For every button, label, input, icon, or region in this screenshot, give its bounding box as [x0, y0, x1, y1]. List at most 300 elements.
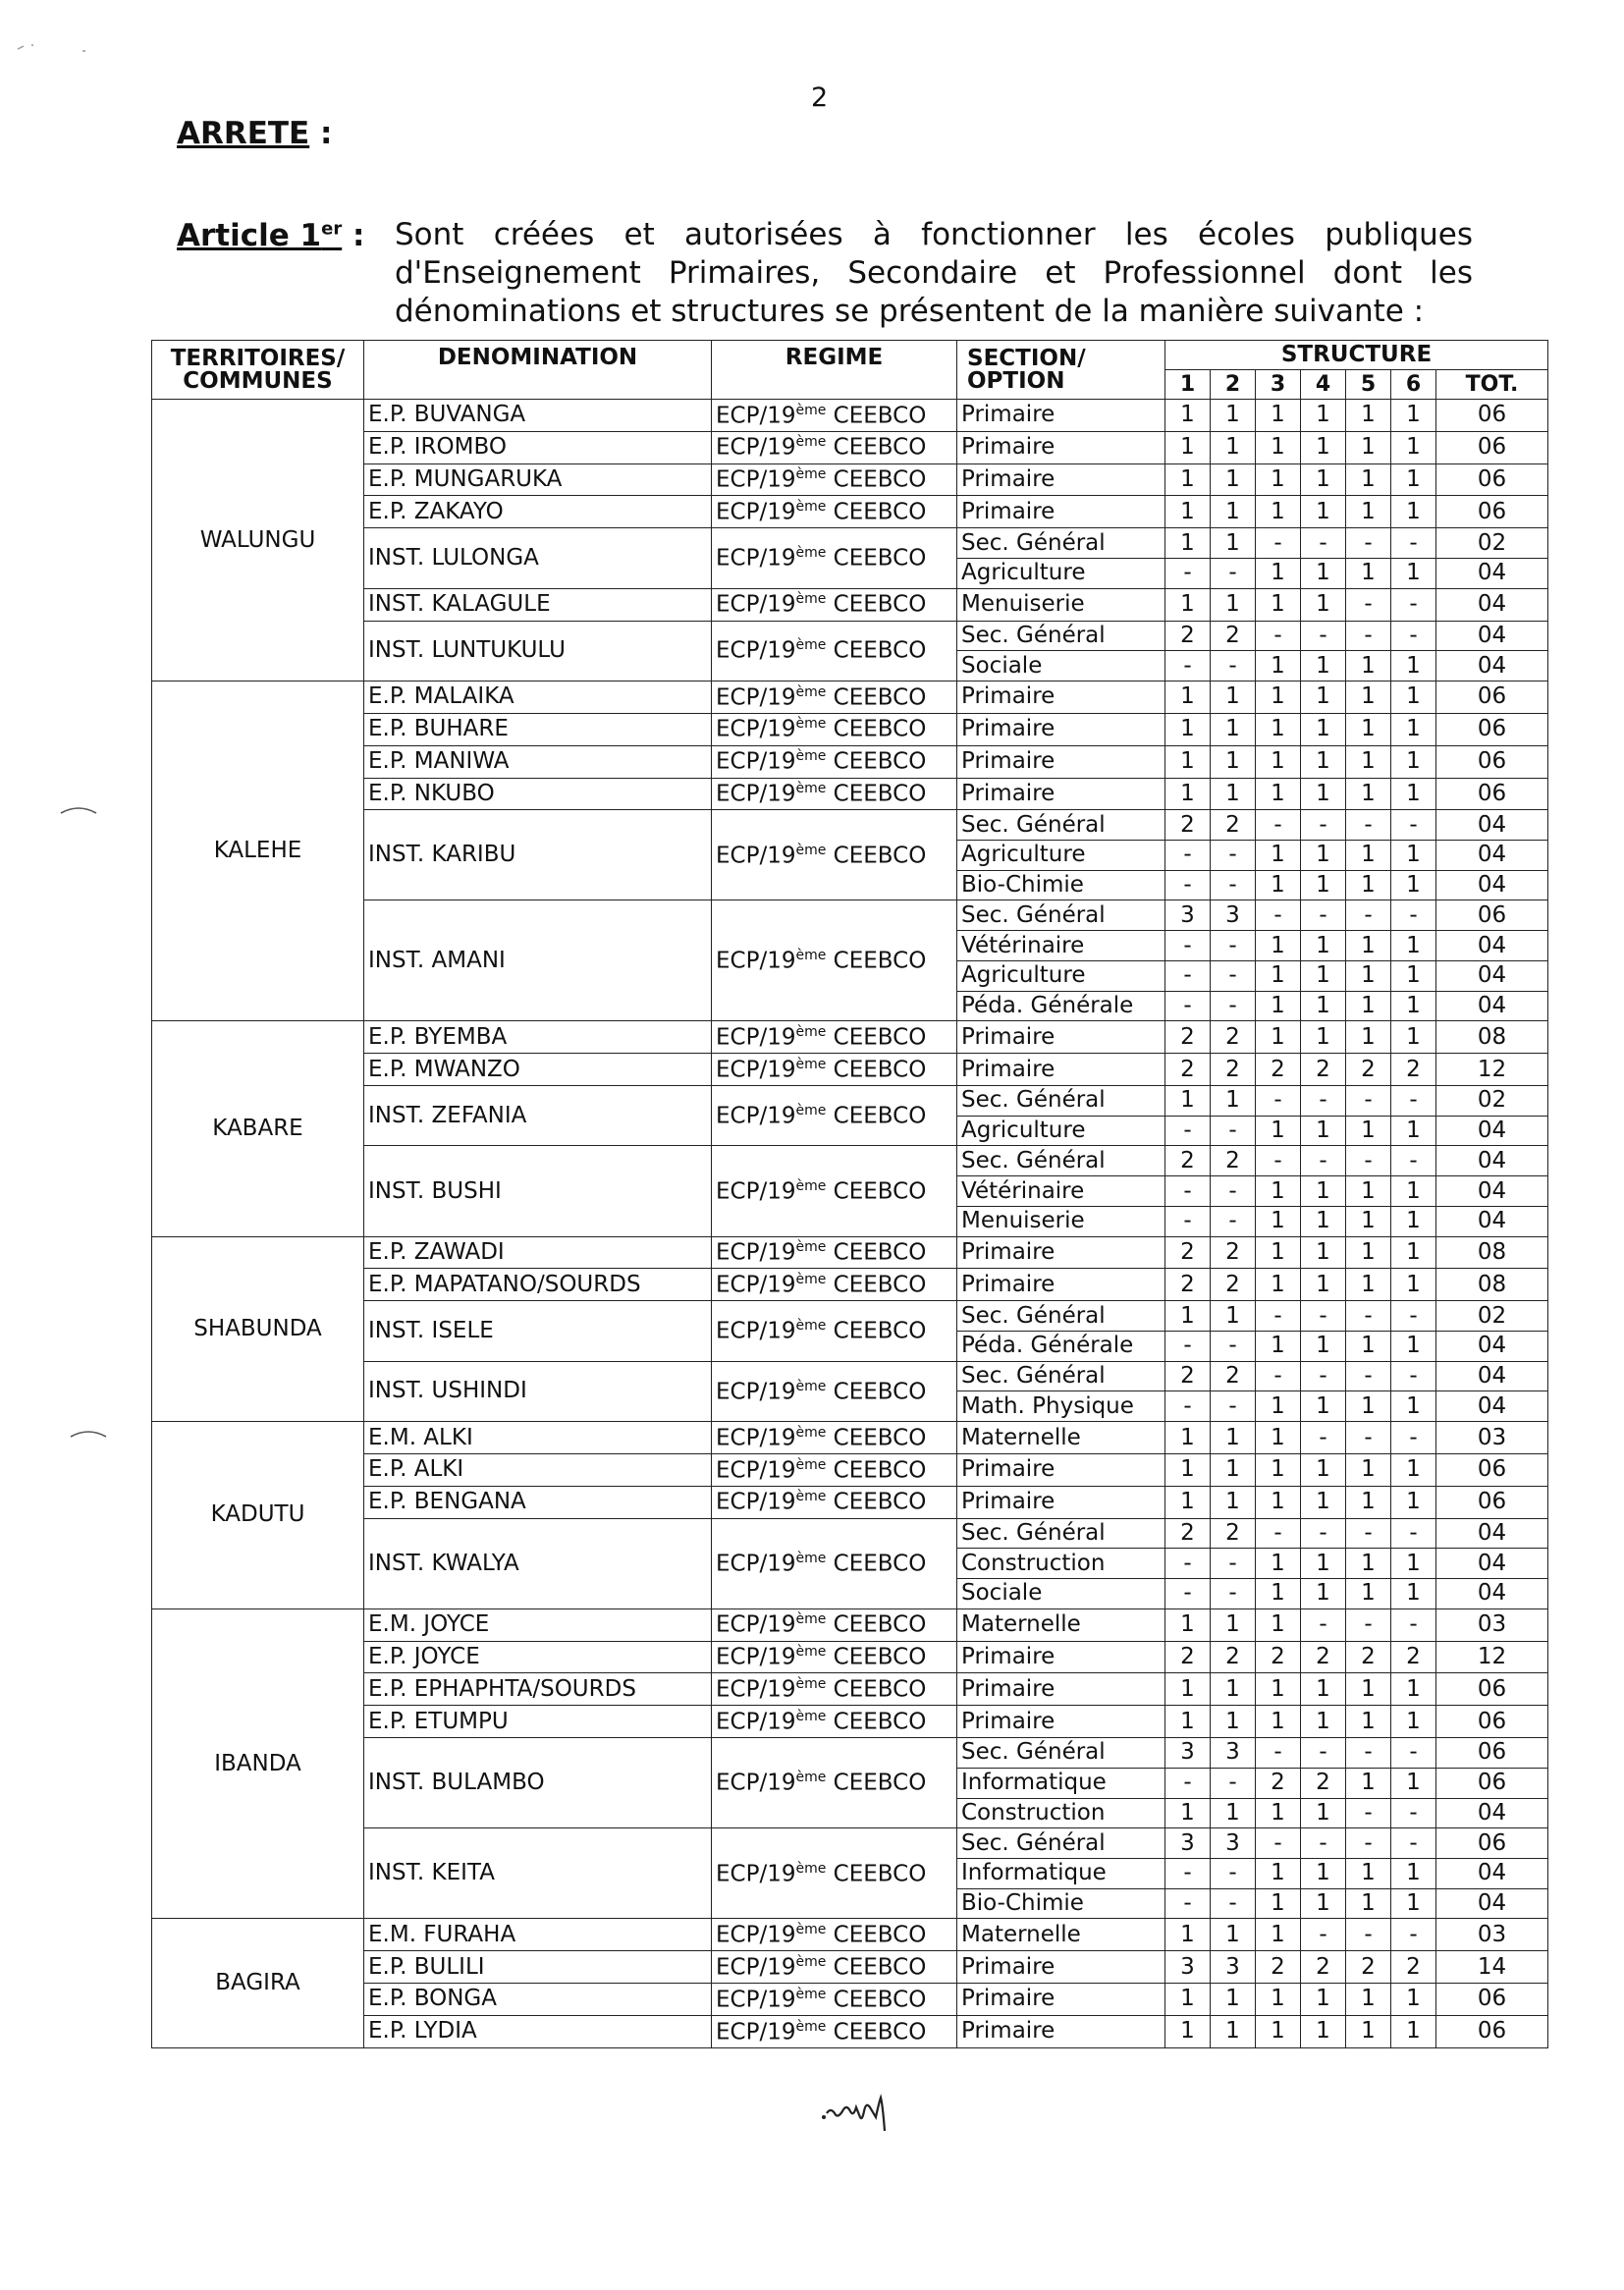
level-3-cell: 1 — [1256, 841, 1301, 871]
heading-arrete — [177, 116, 332, 151]
level-1-cell: - — [1165, 1768, 1211, 1798]
regime-cell — [712, 1021, 957, 1054]
level-6-cell: 1 — [1391, 1579, 1436, 1609]
level-3-cell: 2 — [1256, 1054, 1301, 1086]
level-3-cell: 1 — [1256, 1798, 1301, 1828]
school-name-cell: E.P. NKUBO — [364, 778, 712, 810]
level-1-cell: 1 — [1165, 1984, 1211, 2016]
level-5-cell: 1 — [1346, 1116, 1391, 1146]
total-cell: 04 — [1436, 1206, 1548, 1236]
school-name-cell: E.M. FURAHA — [364, 1919, 712, 1951]
level-5-cell: 1 — [1346, 778, 1391, 810]
regime-cell — [712, 1706, 957, 1738]
school-name-cell: INST. LUNTUKULU — [364, 621, 712, 681]
level-1-cell: - — [1165, 991, 1211, 1021]
level-5-cell: 1 — [1346, 1453, 1391, 1486]
header-territoires — [152, 341, 364, 400]
level-4-cell: - — [1301, 1361, 1346, 1391]
school-name-cell: E.P. BULILI — [364, 1951, 712, 1984]
option-cell: Maternelle — [957, 1608, 1165, 1641]
level-5-cell: - — [1346, 1518, 1391, 1549]
level-2-cell: - — [1211, 651, 1256, 682]
option-cell: Primaire — [957, 682, 1165, 714]
level-1-cell: 2 — [1165, 1641, 1211, 1673]
level-4-cell: - — [1301, 1422, 1346, 1454]
level-3-cell: 1 — [1256, 1206, 1301, 1236]
level-2-cell: - — [1211, 1858, 1256, 1888]
regime-suffix: CEEBCO — [826, 1024, 927, 1051]
total-cell: 04 — [1436, 1331, 1548, 1361]
level-5-cell: - — [1346, 1301, 1391, 1332]
table-body — [152, 400, 1548, 2048]
option-cell: Primaire — [957, 713, 1165, 745]
regime-main: ECP/19 — [716, 1676, 796, 1703]
regime-sup: ème — [795, 1023, 827, 1040]
level-2-cell: 2 — [1211, 1518, 1256, 1549]
level-6-cell: - — [1391, 621, 1436, 651]
header-level-3: 3 — [1256, 370, 1301, 400]
level-5-cell: 1 — [1346, 651, 1391, 682]
level-3-cell: 1 — [1256, 463, 1301, 496]
option-cell: Bio-Chimie — [957, 870, 1165, 900]
option-cell: Primaire — [957, 1236, 1165, 1269]
level-1-cell: 1 — [1165, 1673, 1211, 1706]
school-name-cell: INST. BULAMBO — [364, 1738, 712, 1828]
header-denomination: DENOMINATION — [364, 341, 712, 400]
header-level-2: 2 — [1211, 370, 1256, 400]
option-cell: Primaire — [957, 2015, 1165, 2047]
level-1-cell: 3 — [1165, 1738, 1211, 1769]
school-name-cell: INST. KALAGULE — [364, 588, 712, 621]
level-2-cell: 2 — [1211, 1641, 1256, 1673]
level-1-cell: 2 — [1165, 1236, 1211, 1269]
level-5-cell: 1 — [1346, 1858, 1391, 1888]
option-cell: Informatique — [957, 1768, 1165, 1798]
level-1-cell: - — [1165, 870, 1211, 900]
regime-cell — [712, 1269, 957, 1301]
level-6-cell: 1 — [1391, 1858, 1436, 1888]
regime-main: ECP/19 — [716, 1318, 796, 1344]
total-cell: 04 — [1436, 559, 1548, 589]
level-1-cell: 1 — [1165, 1453, 1211, 1486]
regime-main: ECP/19 — [716, 403, 796, 429]
level-5-cell: 2 — [1346, 1951, 1391, 1984]
level-1-cell: 3 — [1165, 1828, 1211, 1859]
level-3-cell: 1 — [1256, 1021, 1301, 1054]
total-cell: 04 — [1436, 931, 1548, 961]
level-4-cell: 1 — [1301, 1888, 1346, 1919]
level-4-cell: 1 — [1301, 991, 1346, 1021]
total-cell: 06 — [1436, 900, 1548, 931]
school-name-cell: E.P. BONGA — [364, 1984, 712, 2016]
level-3-cell: 1 — [1256, 1116, 1301, 1146]
level-5-cell: 1 — [1346, 1984, 1391, 2016]
level-5-cell: 1 — [1346, 841, 1391, 871]
regime-main: ECP/19 — [716, 843, 796, 869]
regime-suffix: CEEBCO — [826, 1676, 927, 1703]
level-4-cell: 1 — [1301, 1798, 1346, 1828]
level-3-cell: - — [1256, 1738, 1301, 1769]
level-2-cell: - — [1211, 991, 1256, 1021]
regime-sup: ème — [795, 591, 827, 608]
level-3-cell: - — [1256, 1146, 1301, 1176]
level-3-cell: 1 — [1256, 1331, 1301, 1361]
level-4-cell: 1 — [1301, 1984, 1346, 2016]
option-cell: Sec. Général — [957, 1738, 1165, 1769]
header-section-line1: SECTION/ — [967, 345, 1086, 371]
level-6-cell: - — [1391, 1798, 1436, 1828]
level-4-cell: 1 — [1301, 1858, 1346, 1888]
level-1-cell: 2 — [1165, 1269, 1211, 1301]
level-1-cell: 1 — [1165, 1608, 1211, 1641]
total-cell: 04 — [1436, 810, 1548, 841]
level-6-cell: - — [1391, 1146, 1436, 1176]
regime-sup: ème — [795, 1986, 827, 2002]
regime-main: ECP/19 — [716, 591, 796, 618]
regime-cell — [712, 810, 957, 900]
level-1-cell: - — [1165, 1391, 1211, 1422]
level-5-cell: 2 — [1346, 1054, 1391, 1086]
total-cell: 06 — [1436, 431, 1548, 463]
regime-suffix: CEEBCO — [826, 591, 927, 618]
regime-cell — [712, 528, 957, 588]
regime-suffix: CEEBCO — [826, 1771, 927, 1796]
level-6-cell: 1 — [1391, 1236, 1436, 1269]
regime-suffix: CEEBCO — [826, 1644, 927, 1670]
level-5-cell: - — [1346, 810, 1391, 841]
total-cell: 06 — [1436, 2015, 1548, 2047]
level-6-cell: 1 — [1391, 1673, 1436, 1706]
regime-main: ECP/19 — [716, 1771, 796, 1796]
regime-sup: ème — [795, 499, 827, 516]
heading-text: ARRETE — [177, 116, 310, 151]
level-6-cell: 1 — [1391, 1549, 1436, 1579]
option-cell: Primaire — [957, 496, 1165, 528]
total-cell: 06 — [1436, 713, 1548, 745]
level-2-cell: - — [1211, 1549, 1256, 1579]
regime-main: ECP/19 — [716, 1987, 796, 2013]
school-name-cell: E.P. ALKI — [364, 1453, 712, 1486]
header-territoires-line1: TERRITOIRES/ — [170, 345, 346, 371]
level-5-cell: 1 — [1346, 1021, 1391, 1054]
level-3-cell: 1 — [1256, 496, 1301, 528]
level-6-cell: - — [1391, 900, 1436, 931]
level-2-cell: 3 — [1211, 1738, 1256, 1769]
level-5-cell: 1 — [1346, 1391, 1391, 1422]
regime-sup: ème — [795, 1378, 827, 1394]
option-cell: Sec. Général — [957, 1518, 1165, 1549]
table-row — [152, 400, 1548, 432]
regime-cell — [712, 588, 957, 621]
level-5-cell: 1 — [1346, 870, 1391, 900]
level-6-cell: 2 — [1391, 1054, 1436, 1086]
option-cell: Primaire — [957, 463, 1165, 496]
regime-sup: ème — [795, 1921, 827, 1937]
regime-cell — [712, 1608, 957, 1641]
level-1-cell: 2 — [1165, 621, 1211, 651]
regime-suffix: CEEBCO — [826, 545, 927, 572]
level-6-cell: - — [1391, 1301, 1436, 1332]
level-2-cell: - — [1211, 931, 1256, 961]
regime-cell — [712, 1146, 957, 1236]
regime-cell — [712, 1086, 957, 1146]
regime-suffix: CEEBCO — [826, 1425, 927, 1451]
level-5-cell: 1 — [1346, 463, 1391, 496]
level-6-cell: - — [1391, 810, 1436, 841]
level-6-cell: 1 — [1391, 1888, 1436, 1919]
header-section-line2: OPTION — [967, 367, 1065, 394]
level-3-cell: 2 — [1256, 1768, 1301, 1798]
level-2-cell: - — [1211, 841, 1256, 871]
page-number: 2 — [811, 82, 829, 113]
regime-sup: ème — [795, 402, 827, 418]
option-cell: Menuiserie — [957, 588, 1165, 621]
level-1-cell: 1 — [1165, 1706, 1211, 1738]
regime-cell — [712, 1518, 957, 1608]
total-cell: 04 — [1436, 991, 1548, 1021]
total-cell: 04 — [1436, 651, 1548, 682]
regime-suffix: CEEBCO — [826, 781, 927, 807]
level-6-cell: - — [1391, 588, 1436, 621]
article-label-main: Article 1 — [177, 218, 322, 253]
level-1-cell: 3 — [1165, 1951, 1211, 1984]
regime-suffix: CEEBCO — [826, 1457, 927, 1484]
level-5-cell: 1 — [1346, 991, 1391, 1021]
level-4-cell: 1 — [1301, 682, 1346, 714]
level-6-cell: 1 — [1391, 1706, 1436, 1738]
regime-main: ECP/19 — [716, 684, 796, 711]
level-6-cell: - — [1391, 528, 1436, 559]
regime-main: ECP/19 — [716, 1057, 796, 1083]
option-cell: Péda. Générale — [957, 991, 1165, 1021]
option-cell: Sec. Général — [957, 1086, 1165, 1117]
regime-main: ECP/19 — [716, 1103, 796, 1129]
regime-main: ECP/19 — [716, 1178, 796, 1205]
option-cell: Construction — [957, 1549, 1165, 1579]
level-6-cell: - — [1391, 1518, 1436, 1549]
level-2-cell: 1 — [1211, 2015, 1256, 2047]
level-4-cell: - — [1301, 1608, 1346, 1641]
option-cell: Primaire — [957, 745, 1165, 778]
level-4-cell: - — [1301, 810, 1346, 841]
level-2-cell: - — [1211, 1768, 1256, 1798]
regime-suffix: CEEBCO — [826, 435, 927, 462]
level-5-cell: - — [1346, 1798, 1391, 1828]
level-1-cell: 1 — [1165, 463, 1211, 496]
level-2-cell: 1 — [1211, 400, 1256, 432]
regime-main: ECP/19 — [716, 1024, 796, 1051]
level-1-cell: 1 — [1165, 528, 1211, 559]
regime-suffix: CEEBCO — [826, 1057, 927, 1083]
regime-suffix: CEEBCO — [826, 948, 927, 974]
total-cell: 03 — [1436, 1422, 1548, 1454]
level-6-cell: 1 — [1391, 1116, 1436, 1146]
level-4-cell: 1 — [1301, 960, 1346, 991]
option-cell: Sec. Général — [957, 1146, 1165, 1176]
level-1-cell: 1 — [1165, 1486, 1211, 1518]
regime-suffix: CEEBCO — [826, 748, 927, 775]
article-label-sup: er — [321, 218, 343, 240]
level-2-cell: - — [1211, 960, 1256, 991]
header-territoires-line2: COMMUNES — [183, 367, 333, 394]
level-2-cell: 1 — [1211, 682, 1256, 714]
level-5-cell: - — [1346, 588, 1391, 621]
total-cell: 04 — [1436, 841, 1548, 871]
level-2-cell: 1 — [1211, 1301, 1256, 1332]
total-cell: 12 — [1436, 1641, 1548, 1673]
level-3-cell: 1 — [1256, 1858, 1301, 1888]
level-4-cell: 2 — [1301, 1641, 1346, 1673]
level-2-cell: 2 — [1211, 1054, 1256, 1086]
level-1-cell: 1 — [1165, 496, 1211, 528]
option-cell: Bio-Chimie — [957, 1888, 1165, 1919]
level-6-cell: 1 — [1391, 1768, 1436, 1798]
regime-sup: ème — [795, 1272, 827, 1288]
level-4-cell: 1 — [1301, 870, 1346, 900]
regime-sup: ème — [795, 683, 827, 700]
level-3-cell: - — [1256, 1361, 1301, 1391]
territory-cell: KADUTU — [152, 1422, 364, 1609]
territory-cell: KABARE — [152, 1021, 364, 1236]
total-cell: 08 — [1436, 1021, 1548, 1054]
school-name-cell: E.P. MALAIKA — [364, 682, 712, 714]
total-cell: 03 — [1436, 1919, 1548, 1951]
school-name-cell: E.M. JOYCE — [364, 1608, 712, 1641]
level-4-cell: 1 — [1301, 1453, 1346, 1486]
level-2-cell: 1 — [1211, 588, 1256, 621]
regime-cell — [712, 463, 957, 496]
regime-sup: ème — [795, 948, 827, 964]
level-3-cell: 1 — [1256, 1549, 1301, 1579]
regime-cell — [712, 621, 957, 681]
table-header — [152, 341, 1548, 400]
regime-suffix: CEEBCO — [826, 1922, 927, 1948]
level-3-cell: 2 — [1256, 1951, 1301, 1984]
total-cell: 02 — [1436, 1301, 1548, 1332]
regime-main: ECP/19 — [716, 1644, 796, 1670]
regime-main: ECP/19 — [716, 1922, 796, 1948]
signature-mark — [821, 2082, 929, 2141]
level-1-cell: - — [1165, 651, 1211, 682]
option-cell: Vétérinaire — [957, 1176, 1165, 1207]
level-2-cell: - — [1211, 1206, 1256, 1236]
header-total: TOT. — [1436, 370, 1548, 400]
level-6-cell: - — [1391, 1608, 1436, 1641]
level-1-cell: 2 — [1165, 810, 1211, 841]
option-cell: Primaire — [957, 1984, 1165, 2016]
regime-main: ECP/19 — [716, 1272, 796, 1298]
regime-suffix: CEEBCO — [826, 843, 927, 869]
level-3-cell: - — [1256, 621, 1301, 651]
level-5-cell: 1 — [1346, 1486, 1391, 1518]
level-4-cell: 1 — [1301, 1673, 1346, 1706]
level-1-cell: 2 — [1165, 1021, 1211, 1054]
level-1-cell: 1 — [1165, 1301, 1211, 1332]
level-5-cell: 1 — [1346, 1269, 1391, 1301]
level-4-cell: 1 — [1301, 931, 1346, 961]
regime-sup: ème — [795, 1644, 827, 1661]
level-6-cell: 1 — [1391, 682, 1436, 714]
option-cell: Primaire — [957, 431, 1165, 463]
level-1-cell: 2 — [1165, 1146, 1211, 1176]
level-1-cell: 2 — [1165, 1054, 1211, 1086]
option-cell: Primaire — [957, 1054, 1165, 1086]
option-cell: Primaire — [957, 1269, 1165, 1301]
level-2-cell: - — [1211, 1391, 1256, 1422]
option-cell: Primaire — [957, 400, 1165, 432]
regime-cell — [712, 1951, 957, 1984]
level-5-cell: 1 — [1346, 1768, 1391, 1798]
total-cell: 06 — [1436, 1984, 1548, 2016]
table-row — [152, 1919, 1548, 1951]
schools-table — [151, 340, 1548, 2048]
level-4-cell: 2 — [1301, 1054, 1346, 1086]
total-cell: 02 — [1436, 528, 1548, 559]
level-4-cell: - — [1301, 1828, 1346, 1859]
level-3-cell: 1 — [1256, 651, 1301, 682]
level-3-cell: 1 — [1256, 1579, 1301, 1609]
option-cell: Math. Physique — [957, 1391, 1165, 1422]
level-3-cell: 1 — [1256, 1984, 1301, 2016]
level-2-cell: - — [1211, 559, 1256, 589]
school-name-cell: INST. LULONGA — [364, 528, 712, 588]
level-5-cell: 1 — [1346, 1236, 1391, 1269]
regime-main: ECP/19 — [716, 545, 796, 572]
level-2-cell: 1 — [1211, 745, 1256, 778]
level-2-cell: 1 — [1211, 1919, 1256, 1951]
level-6-cell: 1 — [1391, 431, 1436, 463]
regime-sup: ème — [795, 1860, 827, 1877]
level-5-cell: - — [1346, 1608, 1391, 1641]
level-2-cell: 3 — [1211, 900, 1256, 931]
regime-cell — [712, 1361, 957, 1421]
total-cell: 06 — [1436, 745, 1548, 778]
level-3-cell: 1 — [1256, 1706, 1301, 1738]
regime-cell — [712, 1301, 957, 1361]
level-6-cell: 1 — [1391, 2015, 1436, 2047]
option-cell: Primaire — [957, 1706, 1165, 1738]
level-2-cell: 2 — [1211, 1236, 1256, 1269]
territory-cell: KALEHE — [152, 682, 364, 1021]
option-cell: Informatique — [957, 1858, 1165, 1888]
option-cell: Primaire — [957, 1673, 1165, 1706]
regime-cell — [712, 1828, 957, 1919]
regime-main: ECP/19 — [716, 748, 796, 775]
option-cell: Sec. Général — [957, 810, 1165, 841]
school-name-cell: INST. BUSHI — [364, 1146, 712, 1236]
level-3-cell: 1 — [1256, 1269, 1301, 1301]
regime-cell — [712, 778, 957, 810]
level-6-cell: 1 — [1391, 870, 1436, 900]
header-level-4: 4 — [1301, 370, 1346, 400]
level-1-cell: 1 — [1165, 2015, 1211, 2047]
regime-main: ECP/19 — [716, 781, 796, 807]
regime-cell — [712, 1984, 957, 2016]
level-5-cell: 1 — [1346, 400, 1391, 432]
regime-main: ECP/19 — [716, 638, 796, 665]
school-name-cell: INST. KEITA — [364, 1828, 712, 1919]
regime-main: ECP/19 — [716, 1861, 796, 1887]
level-4-cell: 1 — [1301, 651, 1346, 682]
regime-cell — [712, 1641, 957, 1673]
option-cell: Primaire — [957, 778, 1165, 810]
option-cell: Primaire — [957, 1641, 1165, 1673]
level-4-cell: 1 — [1301, 431, 1346, 463]
level-6-cell: 1 — [1391, 1391, 1436, 1422]
regime-main: ECP/19 — [716, 1490, 796, 1516]
level-1-cell: 1 — [1165, 588, 1211, 621]
regime-suffix: CEEBCO — [826, 1103, 927, 1129]
